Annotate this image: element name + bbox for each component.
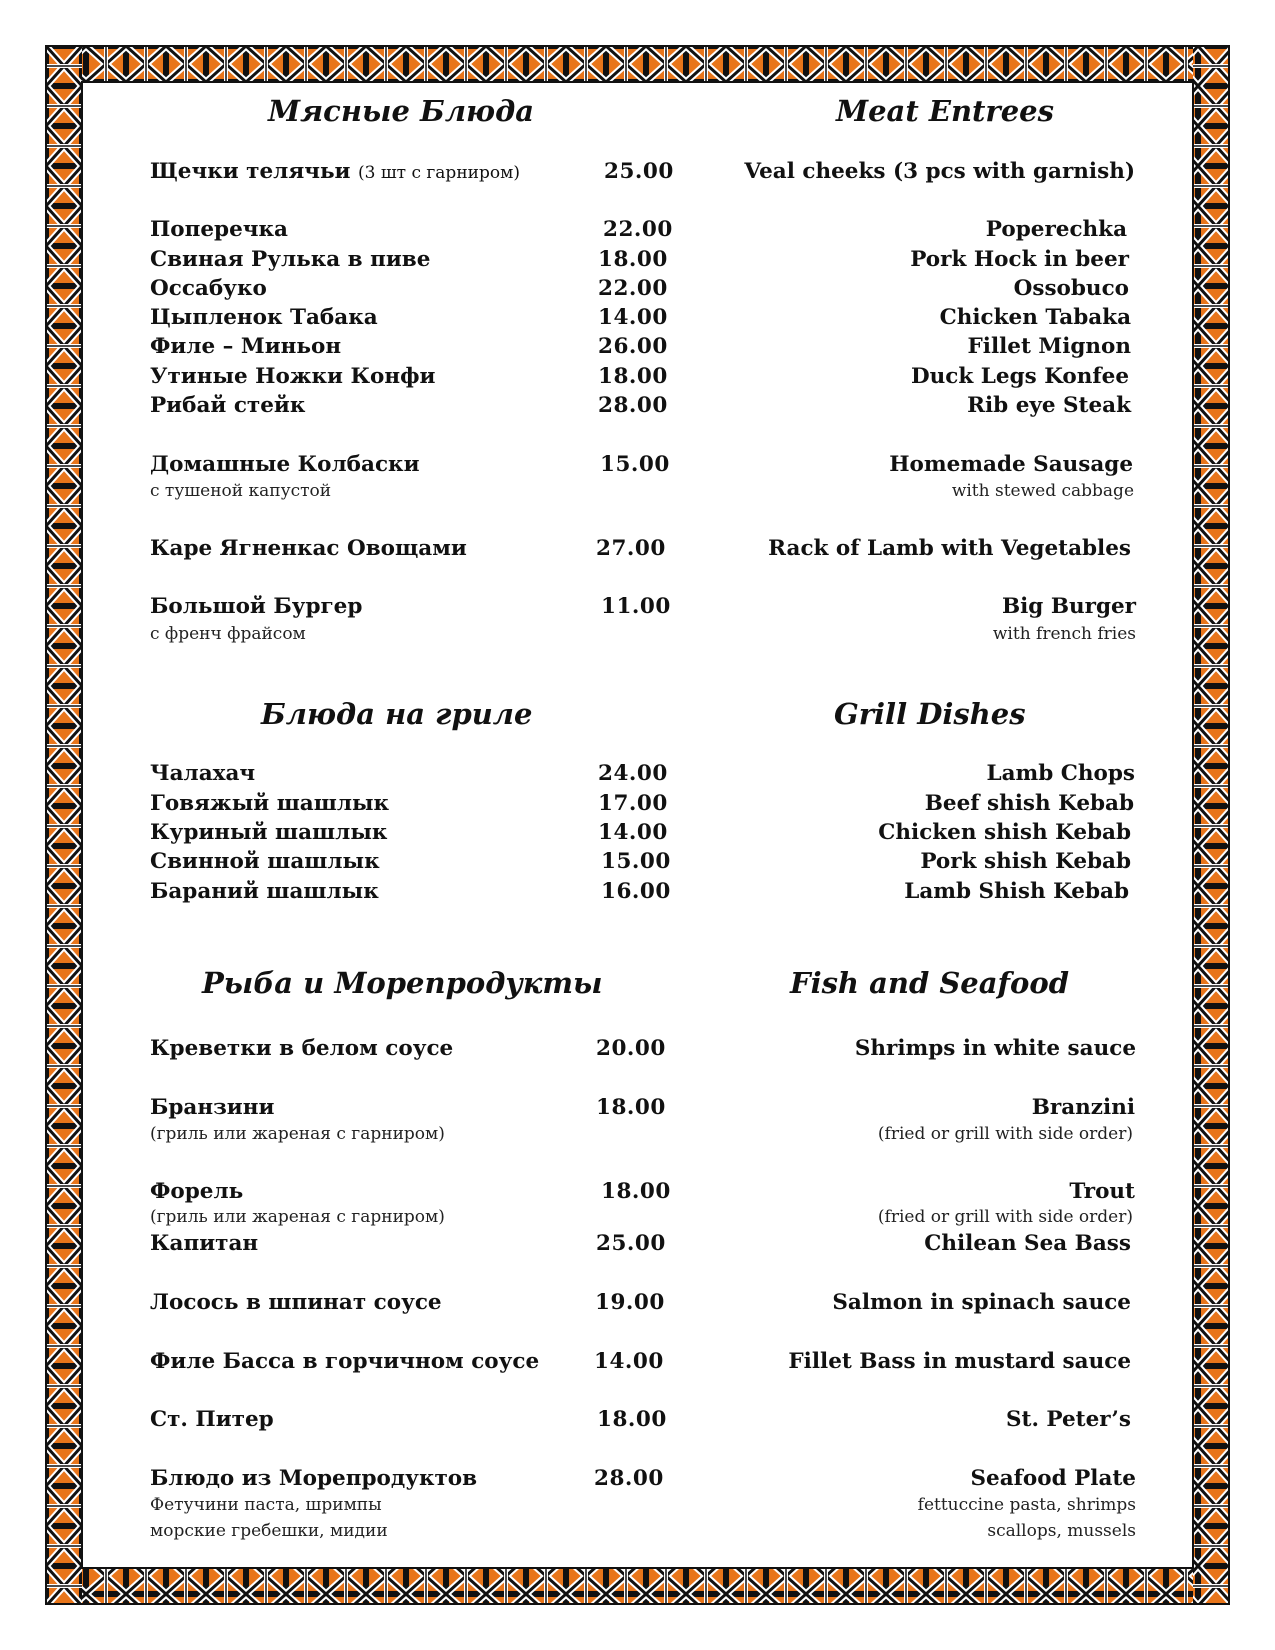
dish-name-en: Chilean Sea Bass	[924, 1231, 1131, 1256]
dish-name-ru: Свиная Рулька в пиве	[150, 247, 431, 272]
dish-description-en: with stewed cabbage	[951, 481, 1134, 501]
dish-price: 20.00	[596, 1036, 666, 1061]
dish-price: 18.00	[597, 1407, 667, 1432]
dish-name-ru: Форель	[150, 1179, 244, 1204]
dish-name-ru: Чалахач	[150, 761, 256, 786]
dish-price: 18.00	[596, 1095, 666, 1120]
dish-name-en: Pork shish Kebab	[920, 849, 1131, 874]
dish-name-ru	[150, 159, 520, 184]
dish-name-ru: Филе – Миньон	[150, 334, 342, 359]
dish-price: 25.00	[604, 159, 674, 184]
dish-name-ru: Филе Басса в горчичном соусе	[150, 1349, 540, 1374]
dish-name-ru: Каре Ягненкас Овощами	[150, 536, 467, 561]
dish-name-ru: Капитан	[150, 1231, 259, 1256]
dish-note: (3 шт с гарниром)	[358, 163, 520, 183]
dish-price: 25.00	[596, 1231, 666, 1256]
dish-price: 22.00	[603, 217, 673, 242]
dish-name-ru: Рибай стейк	[150, 393, 306, 418]
dish-price: 18.00	[598, 364, 668, 389]
meat-heading-en: Meat Entrees	[836, 94, 1054, 128]
dish-name-ru: Бараний шашлык	[150, 879, 379, 904]
dish-name-ru: Блюдо из Морепродуктов	[150, 1466, 478, 1491]
dish-name-en: Beef shish Kebab	[924, 791, 1134, 816]
dish-name-en: Lamb Shish Kebab	[904, 879, 1129, 904]
dish-name-en: Rib eye Steak	[967, 393, 1131, 418]
dish-name-en: Duck Legs Konfee	[911, 364, 1129, 389]
dish-price: 18.00	[601, 1179, 671, 1204]
dish-name-en: Seafood Plate	[970, 1466, 1136, 1491]
dish-name-ru: Большой Бургер	[150, 594, 363, 619]
dish-price: 14.00	[598, 820, 668, 845]
dish-price: 28.00	[598, 393, 668, 418]
dish-name-ru: Оссабуко	[150, 276, 267, 301]
dish-name-en: Branzini	[1031, 1095, 1135, 1120]
dish-price: 19.00	[595, 1290, 665, 1315]
dish-description-ru: с тушеной капустой	[150, 481, 332, 501]
dish-name-ru: Свинной шашлык	[150, 849, 380, 874]
dish-description-en: with french fries	[992, 624, 1136, 644]
dish-name-en: Lamb Chops	[986, 761, 1135, 786]
dish-name-ru: Бранзини	[150, 1095, 275, 1120]
dish-description-ru: морские гребешки, мидии	[150, 1521, 388, 1541]
grill-heading-ru: Блюда на гриле	[261, 697, 533, 731]
dish-name-en: Poperechka	[985, 217, 1127, 242]
grill-heading-en: Grill Dishes	[834, 697, 1026, 731]
dish-description-ru: (гриль или жареная с гарниром)	[150, 1207, 445, 1227]
meat-heading-ru: Мясные Блюда	[268, 94, 535, 128]
dish-name-en: Pork Hock in beer	[910, 247, 1129, 272]
dish-name-text: Щечки телячьи	[150, 159, 351, 184]
dish-name-ru: Лосось в шпинат соусе	[150, 1290, 442, 1315]
dish-price: 28.00	[594, 1466, 664, 1491]
dish-description-en: scallops, mussels	[987, 1521, 1136, 1541]
dish-description-ru: с френч фрайсом	[150, 624, 306, 644]
dish-price: 15.00	[600, 452, 670, 477]
dish-name-ru: Домашные Колбаски	[150, 452, 420, 477]
dish-name-ru: Ст. Питер	[150, 1407, 274, 1432]
dish-name-en: Fillet Bass in mustard sauce	[788, 1349, 1131, 1374]
dish-name-ru: Креветки в белом соусе	[150, 1036, 454, 1061]
dish-name-en: Rack of Lamb with Vegetables	[768, 536, 1131, 561]
dish-description-en: fettuccine pasta, shrimps	[917, 1495, 1136, 1515]
dish-name-en: Veal cheeks (3 pcs with garnish)	[744, 159, 1135, 184]
dish-description-en: (fried or grill with side order)	[877, 1207, 1133, 1227]
dish-price: 24.00	[598, 761, 668, 786]
dish-price: 15.00	[601, 849, 671, 874]
dish-name-en: Trout	[1069, 1179, 1135, 1204]
dish-price: 27.00	[596, 536, 666, 561]
dish-price: 14.00	[598, 305, 668, 330]
dish-price: 26.00	[598, 334, 668, 359]
dish-description-ru: Фетучини паста, шримпы	[150, 1495, 382, 1515]
fish-heading-en: Fish and Seafood	[790, 966, 1069, 1000]
dish-name-en: Homemade Sausage	[889, 452, 1133, 477]
dish-price: 14.00	[594, 1349, 664, 1374]
dish-price: 18.00	[598, 247, 668, 272]
dish-price: 16.00	[601, 879, 671, 904]
dish-name-ru: Утиные Ножки Конфи	[150, 364, 436, 389]
dish-price: 11.00	[601, 594, 671, 619]
dish-name-ru: Куриный шашлык	[150, 820, 388, 845]
fish-heading-ru: Рыба и Морепродукты	[202, 966, 603, 1000]
dish-name-en: Big Burger	[1001, 594, 1136, 619]
dish-name-ru: Цыпленок Табака	[150, 305, 378, 330]
dish-name-ru: Поперечка	[150, 217, 288, 242]
dish-description-en: (fried or grill with side order)	[877, 1124, 1133, 1144]
dish-name-en: Salmon in spinach sauce	[832, 1290, 1131, 1315]
dish-name-en: Chicken shish Kebab	[878, 820, 1131, 845]
dish-description-ru: (гриль или жареная с гарниром)	[150, 1124, 445, 1144]
dish-price: 17.00	[598, 791, 668, 816]
dish-name-en: St. Peter’s	[1005, 1407, 1131, 1432]
dish-name-en: Chicken Tabaka	[939, 305, 1131, 330]
dish-name-en: Ossobuco	[1013, 276, 1129, 301]
dish-price: 22.00	[598, 276, 668, 301]
dish-name-ru: Говяжый шашлык	[150, 791, 390, 816]
dish-name-en: Shrimps in white sauce	[854, 1036, 1136, 1061]
dish-name-en: Fillet Mignon	[967, 334, 1131, 359]
